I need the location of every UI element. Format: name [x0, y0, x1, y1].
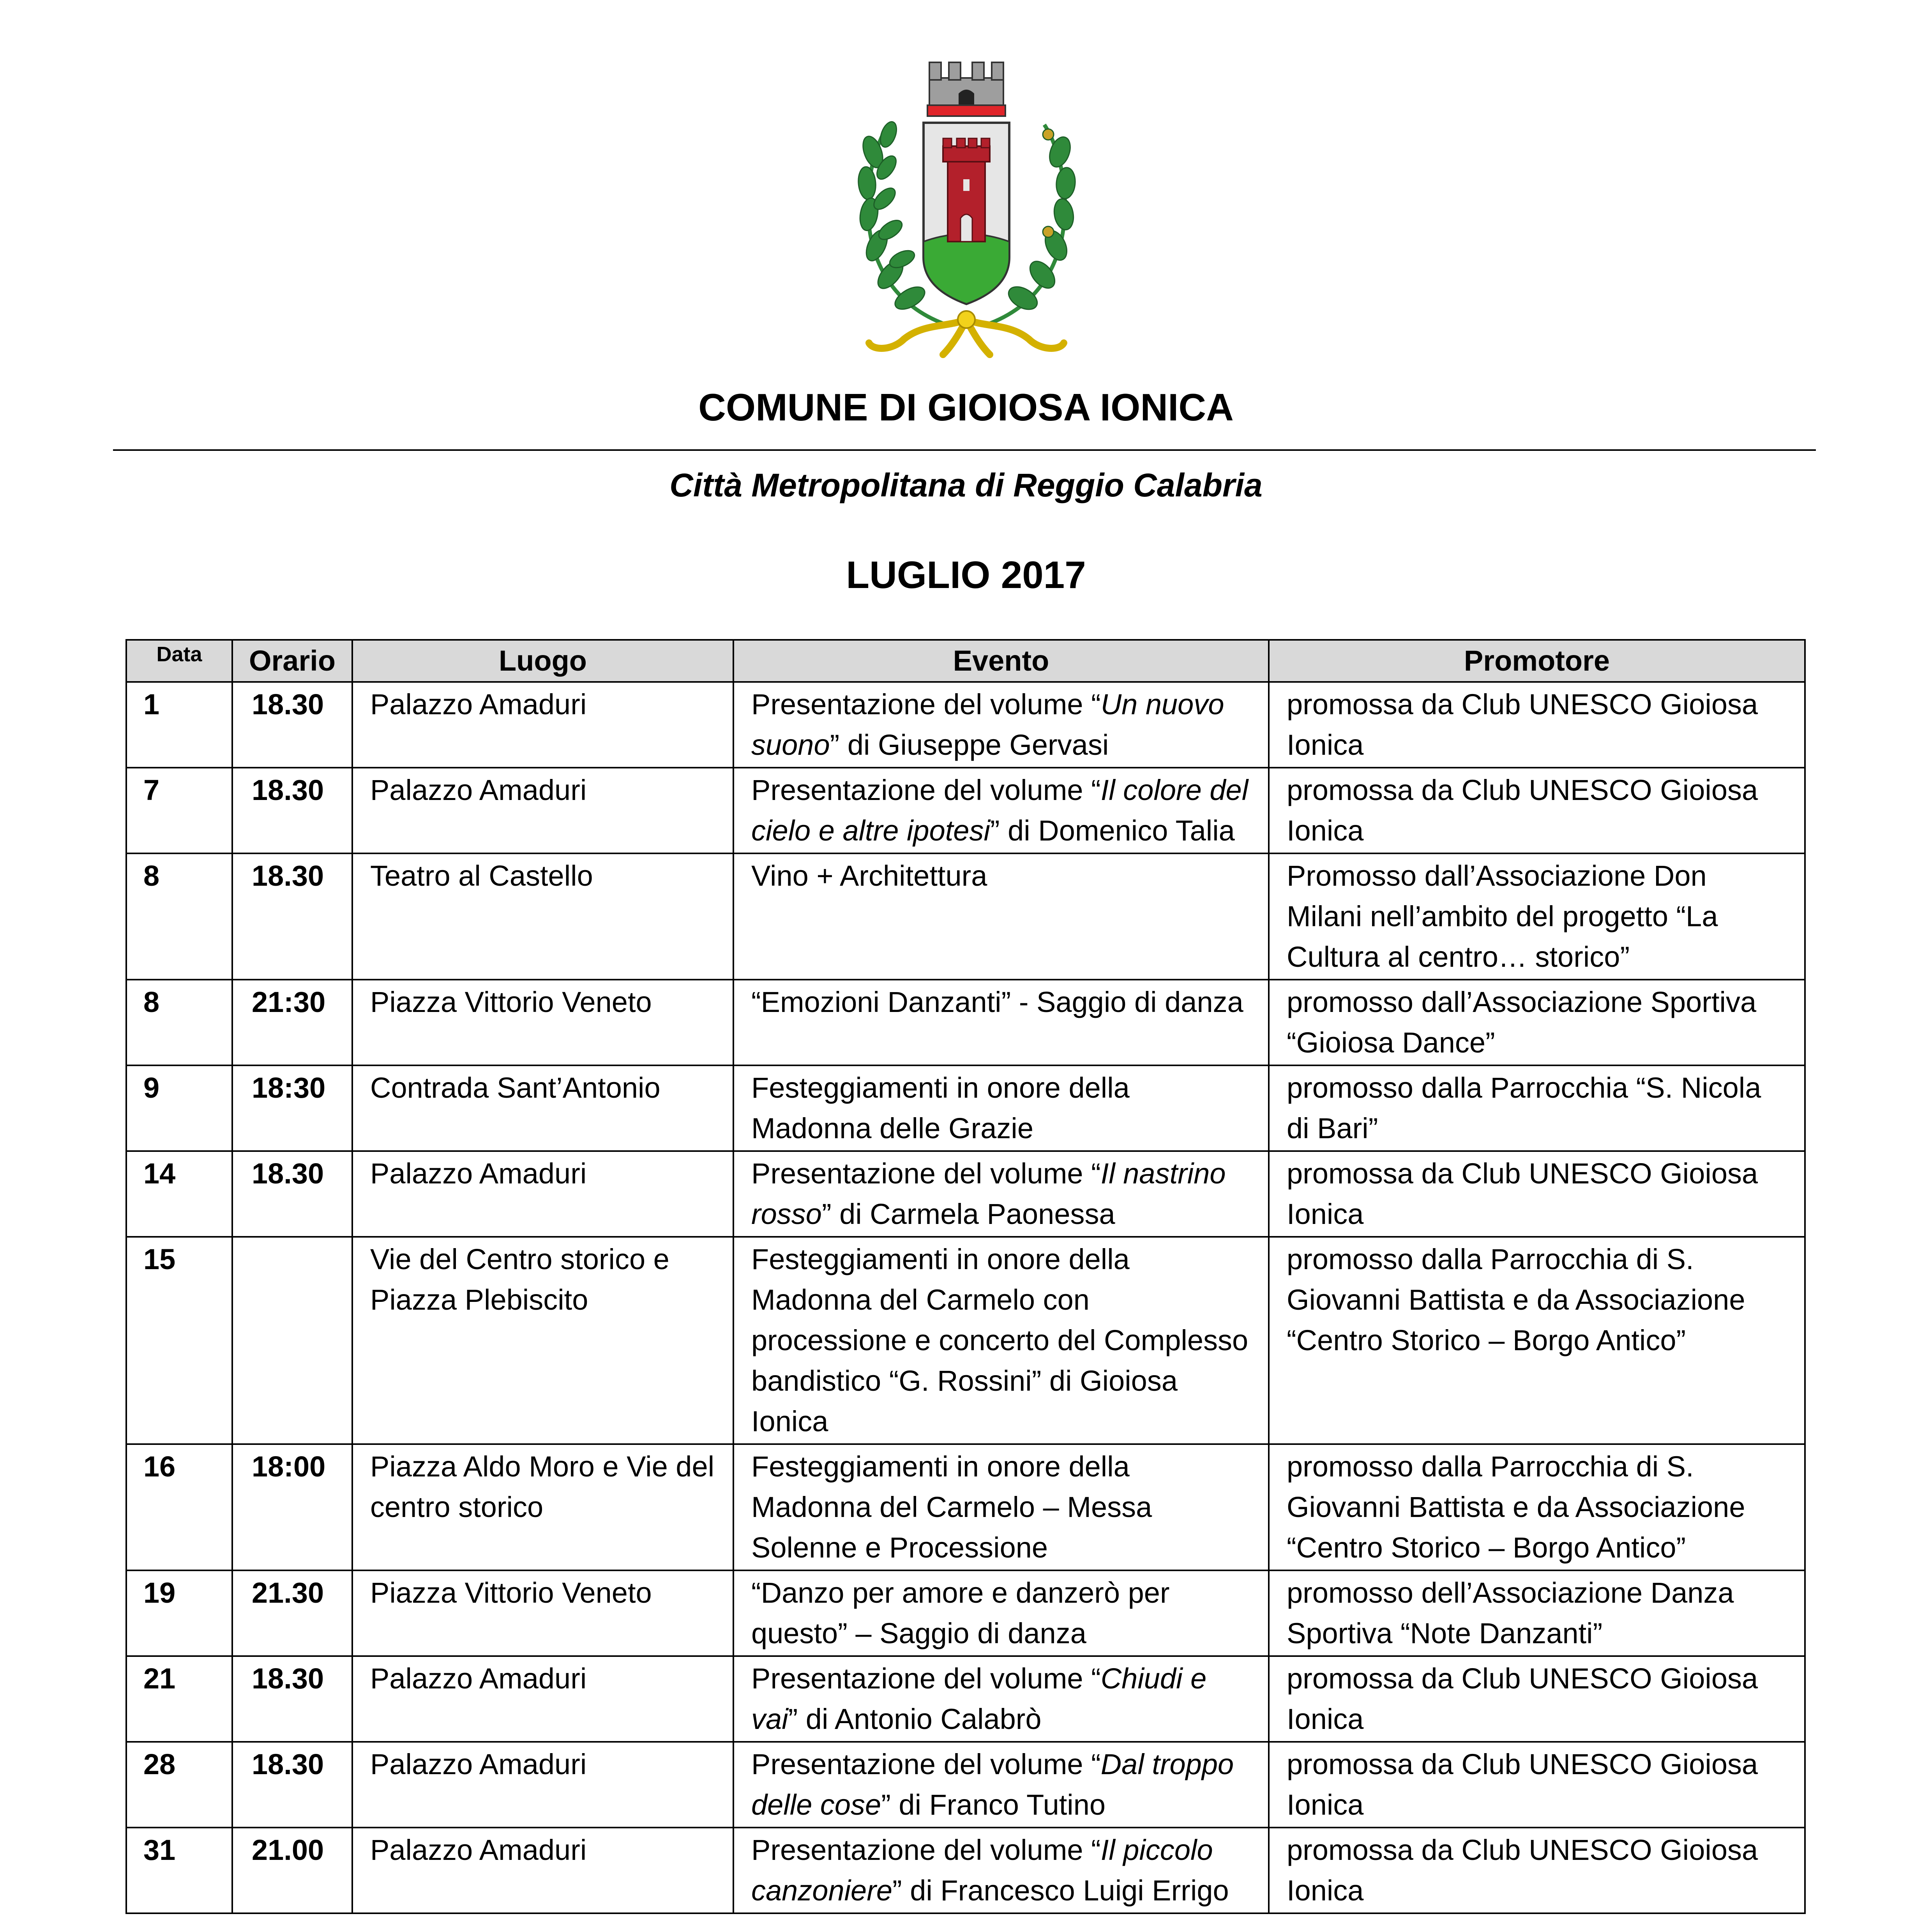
cell-data: 19	[126, 1570, 232, 1656]
table-header-row	[126, 640, 1805, 682]
event-text: Festeggiamenti in onore della Madonna del Carmelo con processione e concerto del Complesso bandistico “G. Rossini” di Gioiosa Ionica	[751, 1243, 1249, 1437]
event-title-italic: Dal troppo delle cose	[751, 1748, 1234, 1821]
cell-luogo: Piazza Vittorio Veneto	[352, 1570, 733, 1656]
cell-luogo: Palazzo Amaduri	[352, 1742, 733, 1828]
event-text: Presentazione del volume “	[751, 1748, 1101, 1780]
cell-luogo: Teatro al Castello	[352, 853, 733, 980]
event-text: ” di Domenico Talia	[990, 814, 1235, 847]
cell-luogo: Palazzo Amaduri	[352, 1656, 733, 1742]
table-row	[126, 1570, 1805, 1656]
cell-promotore: promosso dell’Associazione Danza Sportiva “Note Danzanti”	[1269, 1570, 1805, 1656]
cell-promotore: promossa da Club UNESCO Gioiosa Ionica	[1269, 1656, 1805, 1742]
cell-promotore: promossa da Club UNESCO Gioiosa Ionica	[1269, 1151, 1805, 1237]
cell-data: 14	[126, 1151, 232, 1237]
event-text: “Emozioni Danzanti” - Saggio di danza	[751, 986, 1243, 1018]
cell-luogo: Palazzo Amaduri	[352, 682, 733, 768]
cell-orario: 18.30	[232, 853, 352, 980]
cell-orario: 18:00	[232, 1444, 352, 1570]
table-row	[126, 1828, 1805, 1913]
cell-orario	[232, 1237, 352, 1444]
table-row	[126, 768, 1805, 853]
cell-evento	[733, 1444, 1269, 1570]
header-data: Data	[126, 640, 232, 682]
event-title-italic: Il colore del cielo e altre ipotesi	[751, 774, 1249, 847]
cell-orario: 21.00	[232, 1828, 352, 1913]
cell-data: 15	[126, 1237, 232, 1444]
cell-orario: 18.30	[232, 1151, 352, 1237]
cell-promotore: promossa da Club UNESCO Gioiosa Ionica	[1269, 1828, 1805, 1913]
cell-evento	[733, 1828, 1269, 1913]
cell-luogo: Contrada Sant’Antonio	[352, 1065, 733, 1151]
cell-evento	[733, 1570, 1269, 1656]
event-text: ” di Antonio Calabrò	[788, 1703, 1042, 1735]
cell-luogo: Piazza Vittorio Veneto	[352, 980, 733, 1065]
event-text: ” di Giuseppe Gervasi	[830, 729, 1109, 761]
cell-evento	[733, 1065, 1269, 1151]
table-row	[126, 1656, 1805, 1742]
events-table	[125, 639, 1806, 1914]
cell-evento	[733, 682, 1269, 768]
cell-evento	[733, 853, 1269, 980]
cell-data: 9	[126, 1065, 232, 1151]
cell-evento	[733, 1237, 1269, 1444]
cell-data: 8	[126, 980, 232, 1065]
cell-promotore: promosso dalla Parrocchia di S. Giovanni Battista e da Associazione “Centro Storico – Borgo Antico”	[1269, 1444, 1805, 1570]
cell-promotore: Promosso dall’Associazione Don Milani nell’ambito del progetto “La Cultura al centro… storico”	[1269, 853, 1805, 980]
cell-promotore: promosso dalla Parrocchia di S. Giovanni Battista e da Associazione “Centro Storico – Borgo Antico”	[1269, 1237, 1805, 1444]
event-text: Vino + Architettura	[751, 860, 987, 892]
header-luogo: Luogo	[352, 640, 733, 682]
cell-data: 1	[126, 682, 232, 768]
shield-icon	[924, 123, 1009, 304]
cell-promotore: promossa da Club UNESCO Gioiosa Ionica	[1269, 1742, 1805, 1828]
cell-orario: 21.30	[232, 1570, 352, 1656]
cell-orario: 18:30	[232, 1065, 352, 1151]
event-text: Presentazione del volume “	[751, 774, 1101, 806]
cell-data: 31	[126, 1828, 232, 1913]
event-text: Presentazione del volume “	[751, 1662, 1101, 1695]
table-row	[126, 682, 1805, 768]
coat-of-arms-icon	[846, 55, 1087, 366]
cell-promotore: promosso dalla Parrocchia “S. Nicola di Bari”	[1269, 1065, 1805, 1151]
cell-evento	[733, 1742, 1269, 1828]
event-title-italic: Chiudi e vai	[751, 1662, 1207, 1735]
mural-crown-icon	[927, 62, 1005, 116]
event-text: Presentazione del volume “	[751, 688, 1101, 720]
cell-promotore: promosso dall’Associazione Sportiva “Gioiosa Dance”	[1269, 980, 1805, 1065]
table-row	[126, 1065, 1805, 1151]
cell-evento	[733, 980, 1269, 1065]
header-promotore: Promotore	[1269, 640, 1805, 682]
cell-data: 28	[126, 1742, 232, 1828]
table-row	[126, 1444, 1805, 1570]
event-title-italic: Un nuovo suono	[751, 688, 1224, 761]
event-text: “Danzo per amore e danzerò per questo” – Saggio di danza	[751, 1577, 1170, 1649]
cell-evento	[733, 1656, 1269, 1742]
cell-evento	[733, 1151, 1269, 1237]
page-title: COMUNE DI GIOIOSA IONICA	[698, 386, 1234, 429]
table-row	[126, 1151, 1805, 1237]
header-evento: Evento	[733, 640, 1269, 682]
cell-luogo: Palazzo Amaduri	[352, 1828, 733, 1913]
cell-data: 21	[126, 1656, 232, 1742]
cell-orario: 18.30	[232, 768, 352, 853]
event-title-italic: Il piccolo canzoniere	[751, 1834, 1213, 1907]
cell-luogo: Palazzo Amaduri	[352, 768, 733, 853]
cell-data: 16	[126, 1444, 232, 1570]
header-orario: Orario	[232, 640, 352, 682]
cell-luogo: Vie del Centro storico e Piazza Plebiscito	[352, 1237, 733, 1444]
cell-orario: 18.30	[232, 1742, 352, 1828]
month-heading: LUGLIO 2017	[846, 553, 1086, 596]
table-row	[126, 853, 1805, 980]
page-subtitle: Città Metropolitana di Reggio Calabria	[669, 467, 1263, 503]
table-row	[126, 980, 1805, 1065]
table-row	[126, 1742, 1805, 1828]
event-text: Presentazione del volume “	[751, 1834, 1101, 1866]
cell-promotore: promossa da Club UNESCO Gioiosa Ionica	[1269, 768, 1805, 853]
cell-luogo: Piazza Aldo Moro e Vie del centro storico	[352, 1444, 733, 1570]
cell-orario: 21:30	[232, 980, 352, 1065]
cell-orario: 18.30	[232, 682, 352, 768]
event-text: ” di Francesco Luigi Errigo	[892, 1874, 1229, 1907]
cell-luogo: Palazzo Amaduri	[352, 1151, 733, 1237]
event-title-italic: Il nastrino rosso	[751, 1157, 1226, 1230]
event-text: Festeggiamenti in onore della Madonna delle Grazie	[751, 1072, 1130, 1144]
title-divider	[113, 449, 1816, 451]
event-text: Festeggiamenti in onore della Madonna del Carmelo – Messa Solenne e Processione	[751, 1450, 1152, 1564]
cell-evento	[733, 768, 1269, 853]
event-text: Presentazione del volume “	[751, 1157, 1101, 1190]
cell-data: 8	[126, 853, 232, 980]
cell-data: 7	[126, 768, 232, 853]
table-row	[126, 1237, 1805, 1444]
event-text: ” di Franco Tutino	[881, 1789, 1106, 1821]
cell-promotore: promossa da Club UNESCO Gioiosa Ionica	[1269, 682, 1805, 768]
cell-orario: 18.30	[232, 1656, 352, 1742]
event-text: ” di Carmela Paonessa	[821, 1198, 1115, 1230]
